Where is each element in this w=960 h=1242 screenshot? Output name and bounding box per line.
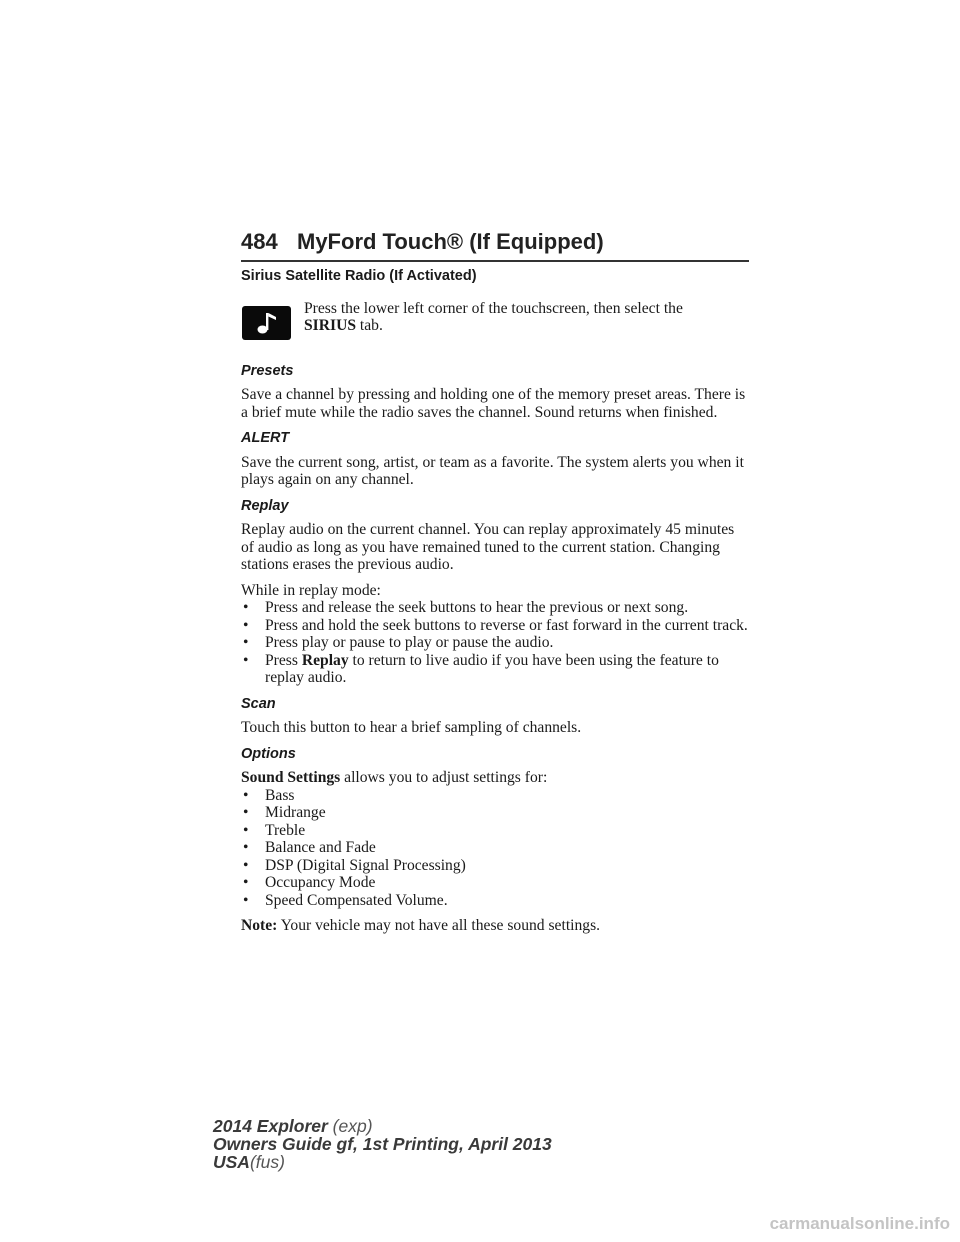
sound-settings-rest: allows you to adjust settings for: <box>344 769 548 786</box>
footer-market: USA <box>213 1152 250 1172</box>
intro-sentence: Press the lower left corner of the touchscreen, then select the <box>304 299 683 317</box>
replay-mode-intro: While in replay mode: <box>241 581 381 599</box>
footer-market-code: (fus) <box>249 1152 285 1172</box>
section-title: Sirius Satellite Radio (If Activated) <box>241 268 477 284</box>
watermark: carmanualsonline.info <box>769 1214 950 1233</box>
footer-line-3 <box>213 1153 552 1171</box>
page-content <box>241 268 751 943</box>
alert-text: Save the current song, artist, or team as a favorite. The system alerts you when it plays again on any channel. <box>241 453 744 488</box>
replay-bold: Replay <box>301 651 349 669</box>
footer-model: 2014 Explorer <box>213 1116 328 1136</box>
presets-heading: Presets <box>241 362 294 379</box>
presets-text: Save a channel by pressing and holding one of the memory preset areas. There is a brief mute while the radio saves the channel. Sound returns when finished. <box>241 386 746 421</box>
note-label: Note: <box>241 917 278 934</box>
scan-text: Touch this button to hear a brief sampling of channels. <box>241 719 582 736</box>
footer-printing: Owners Guide gf, 1st Printing, April 2013 <box>213 1134 552 1154</box>
intro-text <box>304 300 752 335</box>
note-text: Your vehicle may not have all these sound settings. <box>280 917 601 934</box>
note <box>241 917 751 935</box>
list-item: • Treble <box>241 822 751 840</box>
list-item: • Press and release the seek buttons to hear the previous or next song. <box>241 599 751 617</box>
header-divider <box>241 260 749 262</box>
list-item: • Occupancy Mode <box>241 874 751 892</box>
list-item: • Balance and Fade <box>241 839 751 857</box>
list-item: • Midrange <box>241 804 751 822</box>
sound-settings-list <box>241 787 751 910</box>
sirius-tab-label: SIRIUS <box>304 317 357 334</box>
replay-text: Replay audio on the current channel. You can replay approximately 45 minutes of audio as long as you have remained tuned to the current station. Changing stations erases the previous audio. <box>241 521 735 573</box>
intro-block <box>241 296 751 354</box>
scan-heading: Scan <box>241 695 276 712</box>
options-heading: Options <box>241 745 296 762</box>
list-item <box>241 652 751 687</box>
list-item: • Speed Compensated Volume. <box>241 892 751 910</box>
list-item: • Press play or pause to play or pause the audio. <box>241 634 751 652</box>
replay-bullet-list <box>241 599 751 687</box>
footer-model-code: (exp) <box>332 1116 373 1136</box>
music-note-icon <box>242 306 291 340</box>
footer-line-2 <box>213 1135 552 1153</box>
page-number: 484 <box>241 229 278 254</box>
sound-settings-label: Sound Settings <box>241 769 341 786</box>
page-header <box>241 227 749 263</box>
list-item: • DSP (Digital Signal Processing) <box>241 857 751 875</box>
music-note-glyph <box>256 311 278 335</box>
page-footer <box>213 1117 552 1171</box>
bullet-prefix: Press <box>265 651 298 669</box>
list-item: • Bass <box>241 787 751 805</box>
replay-heading: Replay <box>241 497 289 514</box>
alert-heading: ALERT <box>241 430 290 446</box>
list-item: • Press and hold the seek buttons to reverse or fast forward in the current track. <box>241 617 751 635</box>
chapter-title: MyFord Touch® (If Equipped) <box>297 229 604 254</box>
footer-line-1 <box>213 1117 552 1135</box>
sound-settings-line <box>241 769 751 787</box>
bullet-rest: to return to live audio if you have been using the feature to replay audio. <box>265 651 719 686</box>
intro-tail: tab. <box>359 317 383 334</box>
